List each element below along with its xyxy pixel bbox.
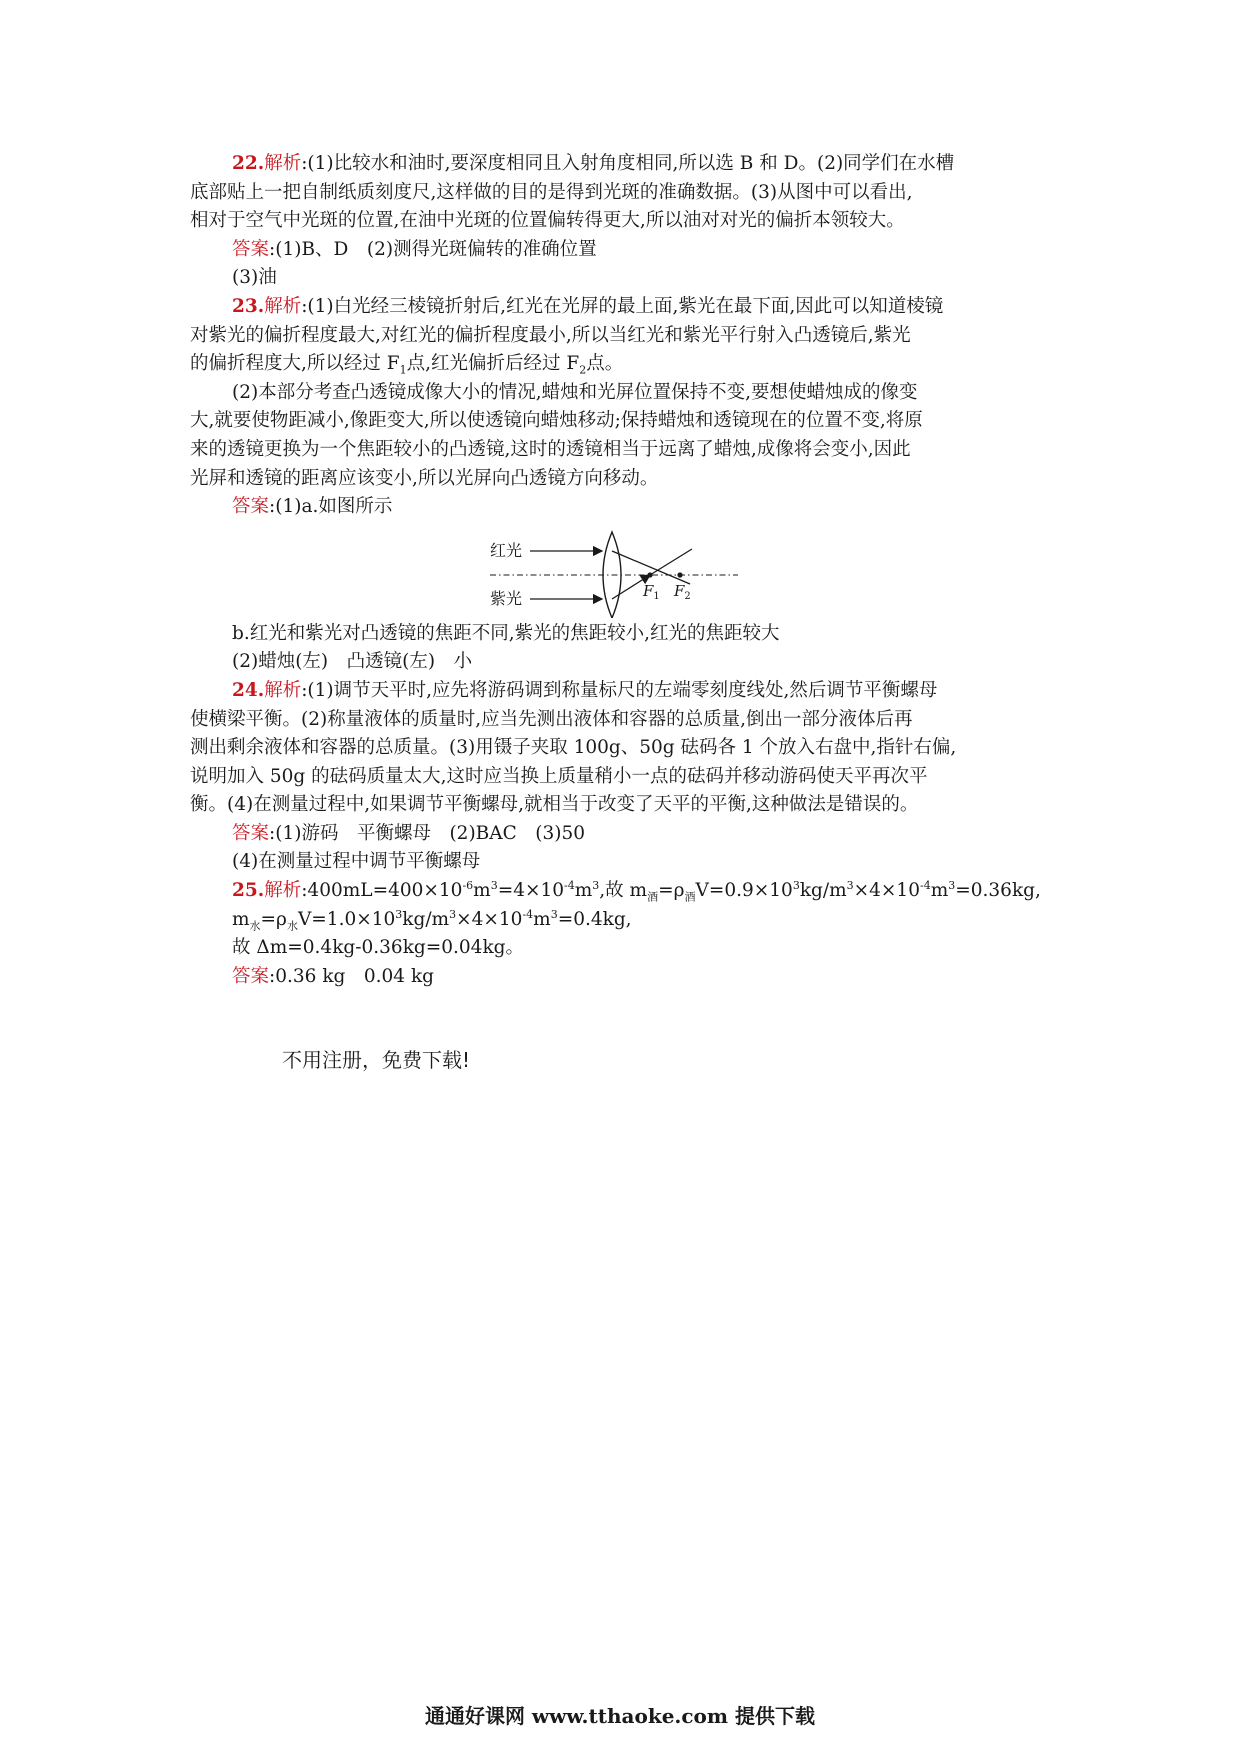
focus-f2-label: $F_2$ xyxy=(674,581,691,602)
q25-answer-label: 答案 xyxy=(232,965,270,987)
q25-analysis-line: 25.解析$:400mL=400\times 10^{-6}m^3=4\times 10^{-4}m^3$,故 $m_酒=\rho_酒V=0.9\times 10^3kg/m^3\times 4\times 10^{-4}m^3=0.36kg$, xyxy=(232,878,1041,904)
q22-analysis-line: 相对于空气中光斑的位置,在油中光斑的位置偏转得更大,所以油对对光的偏折本领较大。 xyxy=(190,210,905,232)
q23-answer-label: 答案 xyxy=(232,496,270,518)
q24-analysis-line: 24.解析:(1)调节天平时,应先将游码调到称量标尺的左端零刻度线处,然后调节平衡螺母 xyxy=(232,679,938,701)
q25-analysis-label: 解析 xyxy=(264,880,302,902)
q25-number: 25. xyxy=(232,880,265,902)
purple-light-label: 紫光 xyxy=(490,588,523,608)
q23-analysis-line: 大,就要使物距减小,像距变大,所以使透镜向蜡烛移动;保持蜡烛和透镜现在的位置不变,将原 xyxy=(190,410,923,432)
q24-analysis-line: 使横梁平衡。(2)称量液体的质量时,应当先测出液体和容器的总质量,倒出一部分液体后再 xyxy=(190,708,913,730)
q25-analysis-line: $m_水=\rho_水V=1.0\times 10^3kg/m^3\times 4\times 10^{-4}m^3=0.4kg$, xyxy=(232,907,632,933)
answer-content xyxy=(190,150,1062,991)
q23-answer-2: (2)蜡烛(左) 凸透镜(左) 小 xyxy=(232,651,473,673)
q22-analysis-line: 底部贴上一把自制纸质刻度尺,这样做的目的是得到光斑的准确数据。(3)从图中可以看出, xyxy=(190,181,913,203)
q24-answer-label: 答案 xyxy=(232,822,270,844)
purple-refracted-ray-b xyxy=(650,549,692,575)
q24-answer-cont: (4)在测量过程中调节平衡螺母 xyxy=(232,851,481,873)
q23-analysis-label: 解析 xyxy=(264,295,302,317)
q24-analysis-label: 解析 xyxy=(264,679,302,701)
q24-analysis-line: 衡。(4)在测量过程中,如果调节平衡螺母,就相当于改变了天平的平衡,这种做法是错误的。 xyxy=(190,794,919,816)
q22-analysis-label: 解析 xyxy=(264,153,302,174)
red-refracted-ray xyxy=(612,551,690,584)
lens-diagram-svg xyxy=(490,526,790,618)
red-light-label: 红光 xyxy=(490,540,523,560)
page-footer: 通通好课网 www.tthaoke.com 提供下载 xyxy=(424,1704,816,1728)
focus-f1-dot xyxy=(647,572,652,577)
q22-answer-label: 答案 xyxy=(232,238,270,260)
q23-analysis-line: 23.解析:(1)白光经三棱镜折射后,红光在光屏的最上面,紫光在最下面,因此可以知道棱镜 xyxy=(232,295,944,317)
q23-answer: 答案:(1)a.如图所示 xyxy=(232,496,393,518)
q23-answer-b: b.红光和紫光对凸透镜的焦距不同,紫光的焦距较小,红光的焦距较大 xyxy=(232,622,780,644)
q23-analysis-line: 光屏和透镜的距离应该变小,所以光屏向凸透镜方向移动。 xyxy=(190,467,659,489)
q22-analysis-line: 22.解析:(1)比较水和油时,要深度相同且入射角度相同,所以选 B 和 D。(2)同学们在水槽 xyxy=(232,153,955,174)
q24-answer: 答案:(1)游码 平衡螺母 (2)BAC (3)50 xyxy=(232,822,586,844)
q25-analysis-line: 故 Δm=0.4kg-0.36kg=0.04kg。 xyxy=(232,937,524,959)
q23-analysis-line: 对紫光的偏折程度最大,对红光的偏折程度最小,所以当红光和紫光平行射入凸透镜后,紫光 xyxy=(190,324,911,346)
lens-diagram xyxy=(190,526,1062,618)
q22-number: 22. xyxy=(232,153,265,174)
q24-analysis-line: 说明加入 50g 的砝码质量太大,这时应当换上质量稍小一点的砝码并移动游码使天平再次平 xyxy=(190,765,928,787)
q22-answer: 答案:(1)B、D (2)测得光斑偏转的准确位置 xyxy=(232,238,597,260)
q23-analysis-line: 的偏折程度大,所以经过 $F_1$点,红光偏折后经过 $F_2$点。 xyxy=(190,353,624,377)
q22-answer-cont: (3)油 xyxy=(232,267,277,289)
q23-analysis-line: 来的透镜更换为一个焦距较小的凸透镜,这时的透镜相当于远离了蜡烛,成像将会变小,因此 xyxy=(190,438,911,460)
q24-number: 24. xyxy=(232,679,265,701)
focus-f1-label: $F_1$ xyxy=(643,581,660,602)
q25-answer: 答案:0.36 kg 0.04 kg xyxy=(232,965,434,987)
q24-analysis-line: 测出剩余液体和容器的总质量。(3)用镊子夹取 100g、50g 砝码各 1 个放入右盘中,指针右偏, xyxy=(190,737,957,759)
focus-f2-dot xyxy=(677,572,682,577)
q23-analysis-line: (2)本部分考查凸透镜成像大小的情况,蜡烛和光屏位置保持不变,要想使蜡烛成的像变 xyxy=(232,381,918,403)
free-download-note: 不用注册，免费下载! xyxy=(282,1048,471,1072)
q23-number: 23. xyxy=(232,295,265,317)
